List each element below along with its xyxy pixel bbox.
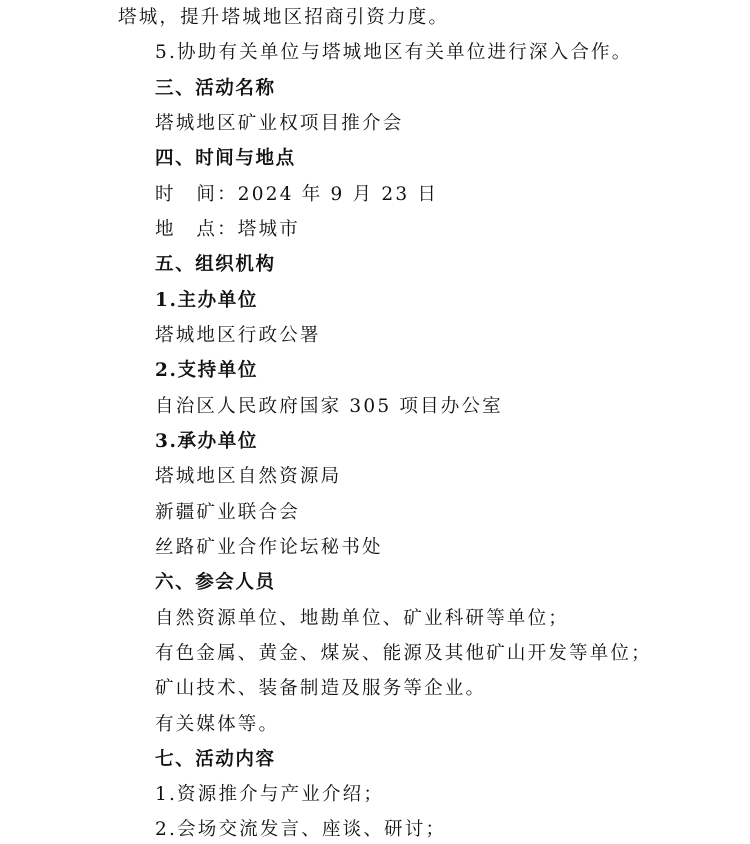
- host-unit-text: 塔城地区行政公署: [155, 325, 321, 346]
- organizer-unit-text: 新疆矿业联合会: [155, 502, 300, 523]
- place-text: 地 点：塔城市: [155, 219, 300, 240]
- participants-text: 有色金属、黄金、煤炭、能源及其他矿山开发等单位；: [155, 643, 652, 664]
- section-heading-participants: 六、参会人员: [155, 572, 276, 593]
- text-line-item-5: 5.协助有关单位与塔城地区有关单位进行深入合作。: [155, 42, 633, 63]
- subheading-host: 1.主办单位: [155, 290, 258, 311]
- participants-text: 矿山技术、装备制造及服务等企业。: [155, 678, 487, 699]
- subheading-organizer: 3.承办单位: [155, 431, 258, 452]
- activity-content-item: 1.资源推介与产业介绍；: [155, 784, 385, 805]
- section-heading-activity-content: 七、活动内容: [155, 749, 276, 770]
- organizer-unit-text: 塔城地区自然资源局: [155, 466, 342, 487]
- organizer-unit-text: 丝路矿业合作论坛秘书处: [155, 537, 383, 558]
- subheading-support: 2.支持单位: [155, 360, 258, 381]
- time-text: 时 间：2024 年 9 月 23 日: [155, 184, 439, 205]
- support-unit-text: 自治区人民政府国家 305 项目办公室: [155, 396, 503, 417]
- section-heading-organization: 五、组织机构: [155, 254, 276, 275]
- section-heading-time-place: 四、时间与地点: [155, 148, 296, 169]
- text-line-continuation: 塔城，提升塔城地区招商引资力度。: [118, 7, 450, 28]
- section-heading-activity-name: 三、活动名称: [155, 78, 276, 99]
- activity-content-item: 2.会场交流发言、座谈、研讨；: [155, 819, 447, 840]
- participants-text: 有关媒体等。: [155, 714, 280, 735]
- participants-text: 自然资源单位、地勘单位、矿业科研等单位；: [155, 608, 570, 629]
- activity-name-text: 塔城地区矿业权项目推介会: [155, 113, 404, 134]
